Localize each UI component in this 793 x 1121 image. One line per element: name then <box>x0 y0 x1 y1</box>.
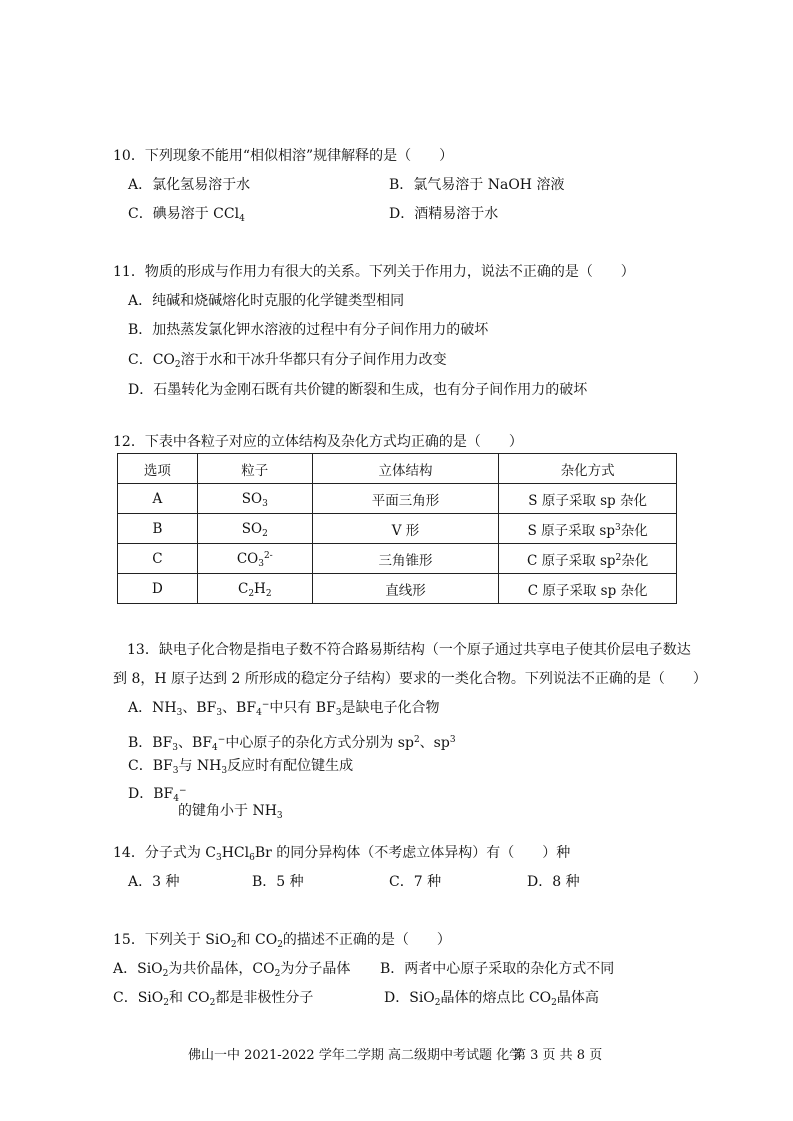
footer-page-number: 第 3 页 共 8 页 <box>513 1048 603 1063</box>
q10-stem: 10．下列现象不能用“相似相溶”规律解释的是（ ） <box>113 148 454 164</box>
cell-option: D <box>118 574 198 604</box>
q13-stem-line2: 到 8，H 原子达到 2 所形成的稳定分子结构）要求的一类化合物。下列说法不正确的是（ ） <box>113 671 707 687</box>
q12-stem: 12．下表中各粒子对应的立体结构及杂化方式均正确的是（ ） <box>113 434 523 450</box>
table-row <box>118 574 677 604</box>
q11-option-b: B．加热蒸发氯化钾水溶液的过程中有分子间作用力的破坏 <box>128 322 489 338</box>
cell-structure: 三角锥形 <box>312 544 499 574</box>
q15-stem: 15．下列关于 SiO$_2$和 $CO_2$的描述不正确的是（ ） <box>113 932 451 950</box>
q11-option-c: C．$CO_2$溶于水和干冰升华都只有分子间作用力改变 <box>128 352 447 370</box>
q10-option-a: A．氯化氢易溶于水 <box>128 177 251 193</box>
q13-stem-line1: 13．缺电子化合物是指电子数不符合路易斯结构（一个原子通过共享电子使其价层电子数达 <box>127 642 691 658</box>
footer-exam-title: 佛山一中 2021-2022 学年二学期 高二级期中考试题 化学 <box>188 1048 523 1063</box>
q13-option-c: C．$BF_3$与 $NH_3$反应时有配位键生成 <box>128 758 354 776</box>
header-hybridization: 杂化方式 <box>499 454 677 484</box>
cell-hybridization: S 原子采取 $sp^3$杂化 <box>499 514 677 544</box>
q13-option-d: D．$BF_4^-$ <box>128 786 187 804</box>
q15-option-d: D．SiO$_2$晶体的熔点比 $CO_2$晶体高 <box>384 990 599 1008</box>
q14-option-c: C．7 种 <box>389 874 442 890</box>
cell-hybridization: C 原子采取 sp 杂化 <box>499 574 677 604</box>
table-header-row <box>118 454 677 484</box>
q10-option-b: B．氯气易溶于 NaOH 溶液 <box>389 177 565 193</box>
cell-structure: 平面三角形 <box>312 484 499 514</box>
cell-structure: V 形 <box>312 514 499 544</box>
header-option: 选项 <box>118 454 198 484</box>
cell-hybridization: C 原子采取 $sp^2$杂化 <box>499 544 677 574</box>
cell-structure: 直线形 <box>312 574 499 604</box>
table-row <box>118 484 677 514</box>
cell-particle: $C_2H_2$ <box>197 574 312 604</box>
cell-particle: $SO_2$ <box>197 514 312 544</box>
q15-option-c: C．SiO$_2$和 $CO_2$都是非极性分子 <box>113 990 314 1008</box>
cell-particle: $SO_3$ <box>197 484 312 514</box>
q10-option-d: D．酒精易溶于水 <box>389 206 499 222</box>
q12-table <box>117 453 677 604</box>
q15-option-a: A．SiO$_2$为共价晶体，$CO_2$为分子晶体 <box>113 961 351 979</box>
q13-option-d-line2: 的键角小于 $NH_3$ <box>178 803 283 821</box>
q13-option-b: B．$BF_3$、$BF_4^-$中心原子的杂化方式分别为 $sp^2$、$sp^3$ <box>128 735 456 753</box>
table-row <box>118 514 677 544</box>
q15-option-b: B．两者中心原子采取的杂化方式不同 <box>380 961 615 977</box>
cell-hybridization: S 原子采取 sp 杂化 <box>499 484 677 514</box>
header-structure: 立体结构 <box>312 454 499 484</box>
q11-option-d: D．石墨转化为金刚石既有共价键的断裂和生成，也有分子间作用力的破坏 <box>128 382 588 398</box>
q10-option-c: C．碘易溶于 CCl$_4$ <box>128 206 245 224</box>
q11-option-a: A．纯碱和烧碱熔化时克服的化学键类型相同 <box>128 293 405 309</box>
table-row <box>118 544 677 574</box>
q14-option-d: D．8 种 <box>527 874 580 890</box>
header-particle: 粒子 <box>197 454 312 484</box>
cell-option: B <box>118 514 198 544</box>
q13-option-a: A．$NH_3$、$BF_3$、$BF_4^-$中只有 $BF_3$是缺电子化合物 <box>128 700 440 718</box>
q11-stem: 11．物质的形成与作用力有很大的关系。下列关于作用力，说法不正确的是（ ） <box>113 264 635 280</box>
q14-stem: 14．分子式为 $C_3HCl_6Br$ 的同分异构体（不考虑立体异构）有（ ）种 <box>113 845 571 863</box>
cell-option: A <box>118 484 198 514</box>
cell-particle: $CO_3^{2-}$ <box>197 544 312 574</box>
cell-option: C <box>118 544 198 574</box>
q14-option-a: A．3 种 <box>128 874 180 890</box>
q14-option-b: B．5 种 <box>252 874 304 890</box>
